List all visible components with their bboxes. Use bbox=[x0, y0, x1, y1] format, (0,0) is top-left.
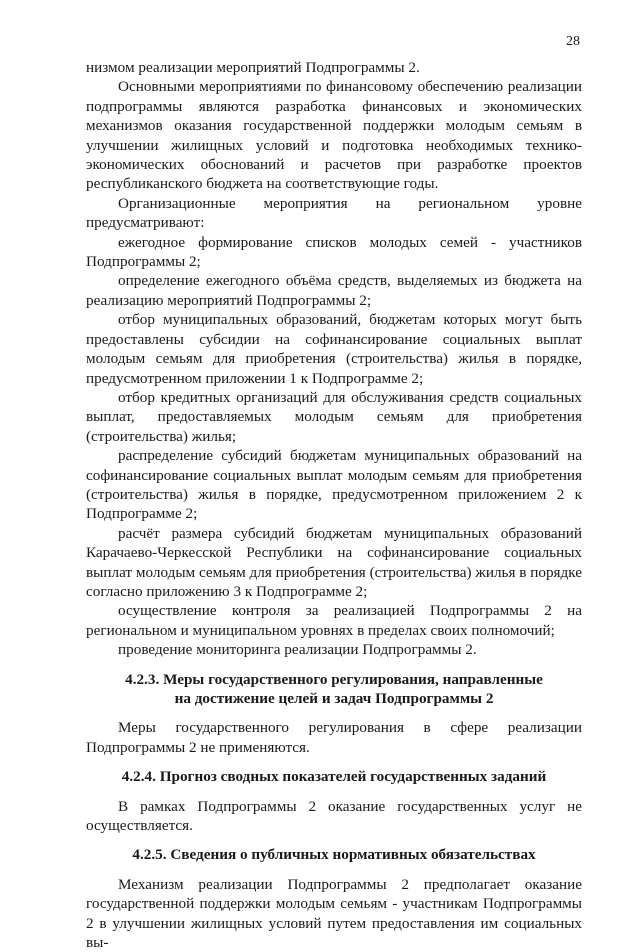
section-heading-4-2-5: 4.2.5. Сведения о публичных нормативных обязательствах bbox=[132, 846, 536, 864]
heading-line: на достижение целей и задач Подпрограммы 2 bbox=[174, 690, 494, 707]
list-item: определение ежегодного объёма средств, выделяемых из бюджета на реализацию мероприятий Подпрограммы 2; bbox=[86, 272, 582, 309]
list-item: отбор муниципальных образований, бюджетам которых могут быть предоставлены субсидии на софинансирование социальных выплат молодым семьям для приобретения (строительства) жилья в порядке, предусмотренном приложении 1 к Подпрограмме 2; bbox=[86, 311, 582, 387]
section-heading-4-2-4: 4.2.4. Прогноз сводных показателей государственных заданий bbox=[121, 768, 547, 786]
list-item: отбор кредитных организаций для обслуживания средств социальных выплат, предоставляемых молодым семьям для приобретения (строительства) жилья; bbox=[86, 388, 582, 445]
list-item: распределение субсидий бюджетам муниципальных образований на софинансирование социальных выплат молодым семьям для приобретения (строительства) жилья в порядке, предусмотренном приложением 2 к Подпрограмме 2; bbox=[86, 447, 582, 523]
page-body bbox=[86, 58, 582, 952]
list-item: расчёт размера субсидий бюджетам муниципальных образований Карачаево-Черкесской Республики на софинансирование социальных выплат молодым семьям для приобретения (строительства) жилья в порядке согласно приложению 3 к Подпрограмме 2; bbox=[86, 524, 582, 600]
paragraph: низмом реализации мероприятий Подпрограммы 2. bbox=[86, 59, 420, 76]
heading-line: 4.2.3. Меры государственного регулирования, направленные bbox=[125, 670, 543, 688]
section-text-4-2-3: Меры государственного регулирования в сфере реализации Подпрограммы 2 не применяются. bbox=[86, 719, 582, 756]
section-text-4-2-4: В рамках Подпрограммы 2 оказание государственных услуг не осуществляется. bbox=[86, 797, 582, 835]
list-item: ежегодное формирование списков молодых семей - участников Подпрограммы 2; bbox=[86, 233, 582, 271]
paragraph: Основными мероприятиями по финансовому обеспечению реализации подпрограммы являются разработка финансовых и экономических механизмов оказания государственной поддержки молодым семьям в улучшении жилищных условий и подготовка необходимых технико-экономических обоснований и расчетов при разработке проектов республиканского бюджета на соответствующие годы. bbox=[86, 78, 582, 193]
list-item: осуществление контроля за реализацией Подпрограммы 2 на региональном и муниципальном уровнях в пределах своих полномочий; bbox=[86, 602, 582, 639]
section-text-4-2-5: Механизм реализации Подпрограммы 2 предполагает оказание государственной поддержки молодым семьям - участникам Подпрограммы 2 в улучшении жилищных условий путем предоставления им социальных вы- bbox=[86, 875, 582, 952]
section-heading-4-2-3 bbox=[86, 670, 582, 709]
list-item: проведение мониторинга реализации Подпрограммы 2. bbox=[118, 641, 477, 659]
page-number: 28 bbox=[566, 34, 580, 49]
paragraph: Организационные мероприятия на региональном уровне предусматривают: bbox=[86, 194, 582, 232]
